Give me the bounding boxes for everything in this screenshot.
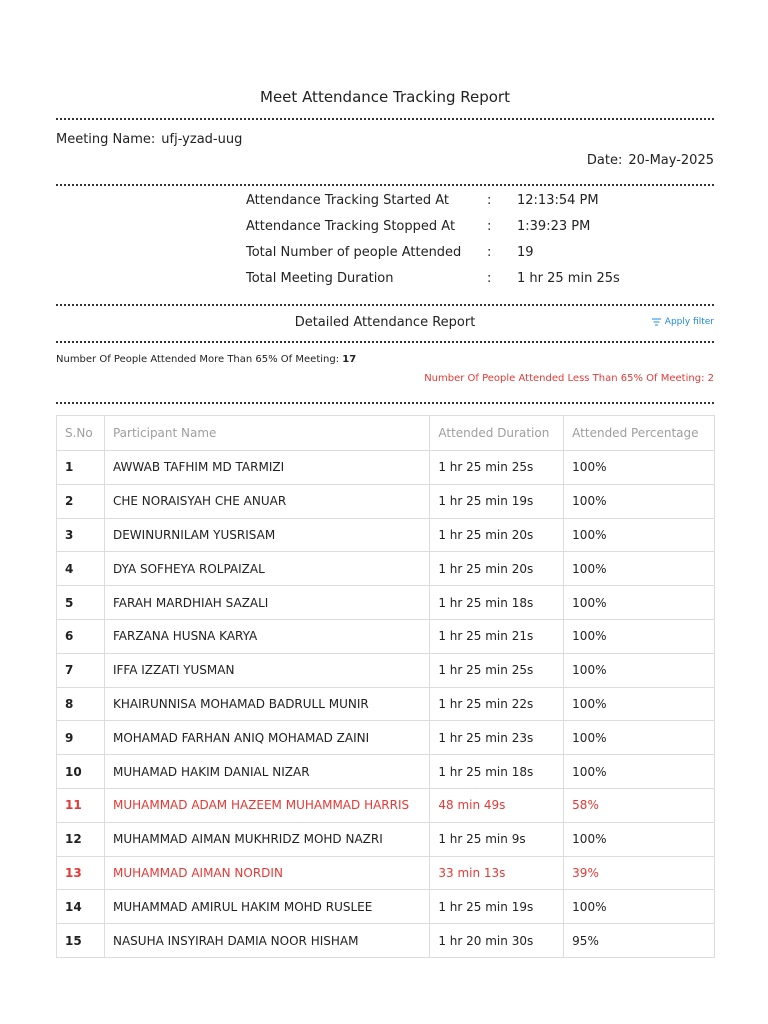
attended-less-summary [424,373,714,384]
summary-value: 19 [517,245,534,260]
divider [56,184,714,186]
cell-sno: 6 [57,619,105,653]
cell-attended-duration: 1 hr 25 min 9s [430,822,564,856]
cell-attended-duration: 1 hr 25 min 19s [430,484,564,518]
apply-filter-label: Apply filter [664,317,714,327]
header-participant-name: Participant Name [104,416,429,451]
cell-attended-percentage: 100% [564,755,715,789]
summary-value: 1 hr 25 min 25s [517,271,620,286]
cell-participant-name: AWWAB TAFHIM MD TARMIZI [104,451,429,485]
table-row [57,924,715,958]
cell-attended-duration: 48 min 49s [430,788,564,822]
apply-filter-button[interactable] [652,317,714,327]
cell-participant-name: MUHAMMAD AIMAN NORDIN [104,856,429,890]
cell-participant-name: MOHAMAD FARHAN ANIQ MOHAMAD ZAINI [104,721,429,755]
cell-participant-name: MUHAMAD HAKIM DANIAL NIZAR [104,755,429,789]
meeting-name [56,132,242,147]
cell-attended-percentage: 100% [564,822,715,856]
report-date [587,153,714,168]
cell-sno: 10 [57,755,105,789]
divider [56,118,714,120]
cell-attended-percentage: 100% [564,721,715,755]
cell-sno: 2 [57,484,105,518]
cell-attended-percentage: 100% [564,451,715,485]
cell-attended-duration: 33 min 13s [430,856,564,890]
summary-label: Attendance Tracking Stopped At [246,219,456,234]
cell-sno: 13 [57,856,105,890]
cell-attended-percentage: 58% [564,788,715,822]
cell-attended-percentage: 100% [564,586,715,620]
cell-sno: 9 [57,721,105,755]
cell-participant-name: DEWINURNILAM YUSRISAM [104,518,429,552]
cell-attended-duration: 1 hr 25 min 19s [430,890,564,924]
summary-row-started [246,193,666,219]
cell-participant-name: CHE NORAISYAH CHE ANUAR [104,484,429,518]
cell-sno: 1 [57,451,105,485]
cell-participant-name: FARZANA HUSNA KARYA [104,619,429,653]
divider [56,402,714,404]
cell-sno: 3 [57,518,105,552]
cell-sno: 4 [57,552,105,586]
cell-participant-name: NASUHA INSYIRAH DAMIA NOOR HISHAM [104,924,429,958]
summary-separator: : [487,245,492,260]
meeting-name-label: Meeting Name: [56,132,156,147]
summary-row-duration [246,271,666,297]
table-row [57,619,715,653]
attended-less-label: Number Of People Attended Less Than 65% Of Meeting: [424,373,705,384]
divider [56,341,714,343]
cell-attended-percentage: 100% [564,687,715,721]
cell-sno: 8 [57,687,105,721]
cell-attended-duration: 1 hr 25 min 25s [430,653,564,687]
table-row [57,687,715,721]
summary-label: Total Number of people Attended [246,245,462,260]
attendance-table-body [57,451,715,958]
summary-separator: : [487,271,492,286]
table-row [57,586,715,620]
attended-more-value: 17 [342,354,357,365]
cell-sno: 14 [57,890,105,924]
header-sno: S.No [57,416,105,451]
table-row [57,653,715,687]
report-title: Meet Attendance Tracking Report [260,88,510,106]
summary-label: Attendance Tracking Started At [246,193,449,208]
table-row [57,451,715,485]
attendance-table [56,415,715,958]
table-row [57,822,715,856]
header-attended-duration: Attended Duration [430,416,564,451]
cell-sno: 15 [57,924,105,958]
table-row [57,484,715,518]
date-label: Date: [586,153,623,168]
summary-row-total-people [246,245,666,271]
cell-participant-name: DYA SOFHEYA ROLPAIZAL [104,552,429,586]
cell-participant-name: FARAH MARDHIAH SAZALI [104,586,429,620]
detail-report-title: Detailed Attendance Report [294,315,476,330]
cell-attended-duration: 1 hr 25 min 18s [430,586,564,620]
summary-separator: : [487,219,492,234]
cell-participant-name: IFFA IZZATI YUSMAN [104,653,429,687]
header-attended-percentage: Attended Percentage [564,416,715,451]
cell-participant-name: MUHAMMAD ADAM HAZEEM MUHAMMAD HARRIS [104,788,429,822]
cell-attended-percentage: 100% [564,552,715,586]
table-row [57,890,715,924]
table-row [57,721,715,755]
cell-attended-percentage: 39% [564,856,715,890]
cell-attended-duration: 1 hr 25 min 20s [430,518,564,552]
meeting-name-value: ufj-yzad-uug [161,132,243,147]
table-row [57,755,715,789]
table-row [57,518,715,552]
cell-participant-name: MUHAMMAD AMIRUL HAKIM MOHD RUSLEE [104,890,429,924]
cell-attended-percentage: 100% [564,890,715,924]
attended-more-summary [56,354,356,365]
attended-less-value: 2 [707,373,714,384]
cell-attended-percentage: 100% [564,484,715,518]
summary-block [246,193,666,297]
cell-participant-name: MUHAMMAD AIMAN MUKHRIDZ MOHD NAZRI [104,822,429,856]
cell-attended-duration: 1 hr 20 min 30s [430,924,564,958]
cell-sno: 7 [57,653,105,687]
divider [56,304,714,306]
table-header-row [57,416,715,451]
summary-label: Total Meeting Duration [246,271,394,286]
table-row [57,552,715,586]
cell-sno: 5 [57,586,105,620]
table-row [57,788,715,822]
cell-attended-duration: 1 hr 25 min 21s [430,619,564,653]
cell-attended-percentage: 100% [564,518,715,552]
cell-attended-duration: 1 hr 25 min 22s [430,687,564,721]
cell-attended-duration: 1 hr 25 min 23s [430,721,564,755]
date-value: 20-May-2025 [628,153,714,168]
summary-row-stopped [246,219,666,245]
cell-attended-duration: 1 hr 25 min 18s [430,755,564,789]
cell-sno: 11 [57,788,105,822]
cell-attended-percentage: 100% [564,619,715,653]
filter-icon [652,318,661,326]
cell-attended-duration: 1 hr 25 min 25s [430,451,564,485]
cell-attended-percentage: 95% [564,924,715,958]
summary-value: 1:39:23 PM [517,219,591,234]
cell-attended-percentage: 100% [564,653,715,687]
summary-value: 12:13:54 PM [517,193,599,208]
summary-separator: : [487,193,492,208]
cell-attended-duration: 1 hr 25 min 20s [430,552,564,586]
cell-participant-name: KHAIRUNNISA MOHAMAD BADRULL MUNIR [104,687,429,721]
table-row [57,856,715,890]
cell-sno: 12 [57,822,105,856]
attended-more-label: Number Of People Attended More Than 65% Of Meeting: [56,354,340,365]
